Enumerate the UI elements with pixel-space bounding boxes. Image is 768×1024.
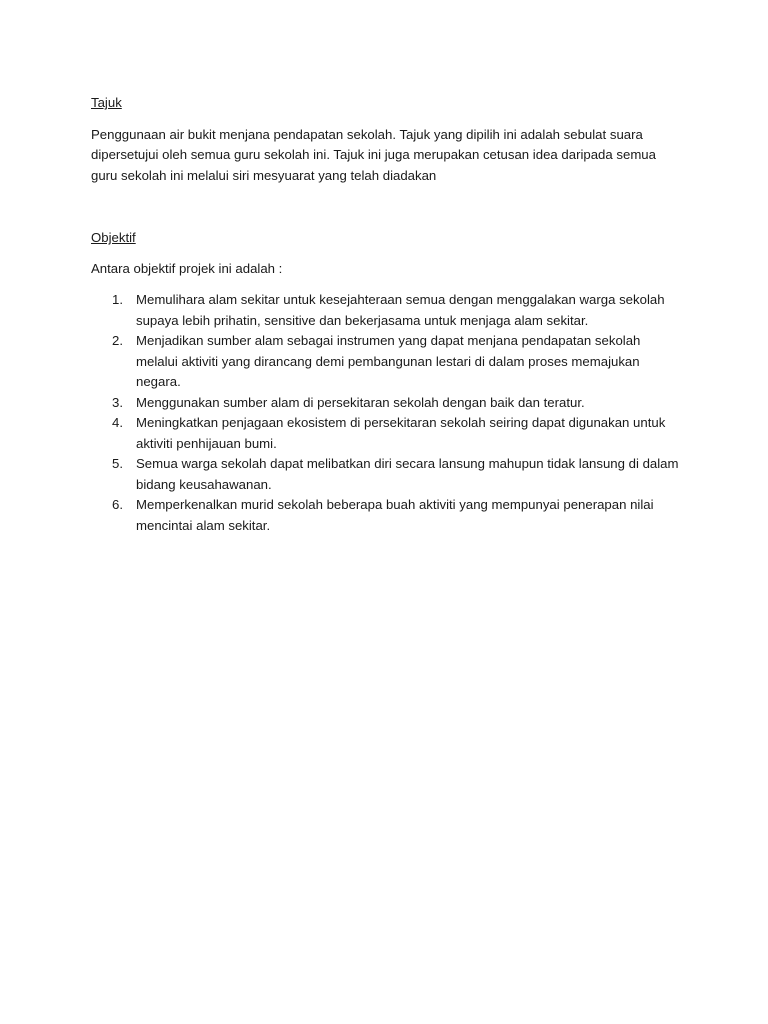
list-item: [91, 413, 681, 454]
list-item-number: 5.: [112, 456, 123, 471]
list-item-text: Menggunakan sumber alam di persekitaran sekolah dengan baik dan teratur.: [136, 394, 585, 410]
objektif-intro: Antara objektif projek ini adalah :: [91, 260, 283, 276]
list-item-text: Memperkenalkan murid sekolah beberapa buah aktiviti yang mempunyai penerapan nilai mencintai alam sekitar.: [136, 497, 654, 533]
list-item-text: Semua warga sekolah dapat melibatkan diri secara lansung mahupun tidak lansung di dalam bidang keusahawanan.: [136, 456, 679, 492]
list-item-number: 4.: [112, 415, 123, 430]
list-item-text: Meningkatkan penjagaan ekosistem di persekitaran sekolah seiring dapat digunakan untuk aktiviti penhijauan bumi.: [136, 415, 666, 451]
list-item: [91, 454, 681, 495]
list-item: [91, 331, 681, 393]
list-item: [91, 495, 681, 536]
list-item-number: 1.: [112, 292, 123, 307]
list-item-number: 3.: [112, 394, 123, 410]
tajuk-paragraph: Penggunaan air bukit menjana pendapatan sekolah. Tajuk yang dipilih ini adalah sebulat suara dipersetujui oleh semua guru sekolah ini. Tajuk ini juga merupakan cetusan idea daripada semua guru sekolah ini melalui siri mesyuarat yang telah diadakan: [91, 126, 656, 183]
list-item-number: 6.: [112, 497, 123, 512]
document-body: [91, 93, 681, 536]
section-spacer: [91, 186, 681, 228]
heading-objektif: Objektif: [91, 230, 136, 245]
list-item-text: Memulihara alam sekitar untuk kesejahteraan semua dengan menggalakan warga sekolah supaya lebih prihatin, sensitive dan bekerjasama untuk menjaga alam sekitar.: [136, 292, 665, 328]
list-item: [91, 290, 681, 331]
objective-list: [91, 290, 681, 536]
list-item-text: Menjadikan sumber alam sebagai instrumen yang dapat menjana pendapatan sekolah melalui aktiviti yang dirancang demi pembangunan lestari di dalam proses memajukan negara.: [136, 333, 641, 389]
list-item: [91, 393, 681, 414]
heading-tajuk: Tajuk: [91, 95, 122, 110]
list-item-number: 2.: [112, 333, 123, 348]
